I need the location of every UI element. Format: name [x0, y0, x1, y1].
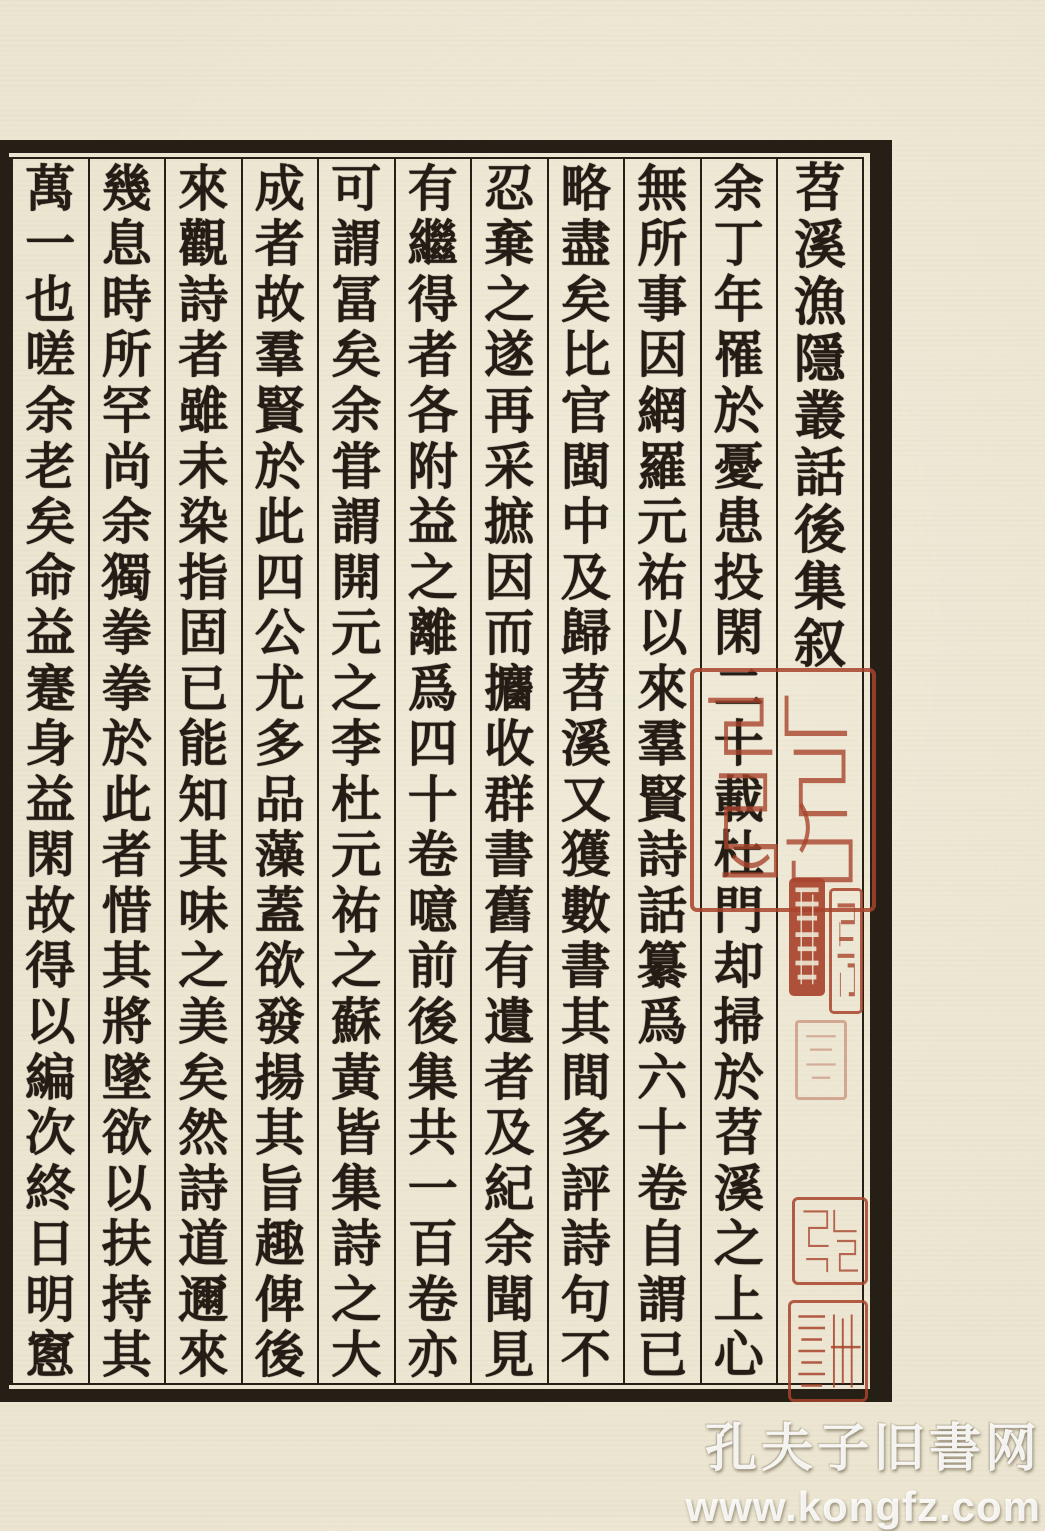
- glyph: 羣: [637, 716, 688, 773]
- glyph: 十: [407, 771, 458, 828]
- glyph: 能: [178, 716, 229, 773]
- glyph: 二: [713, 660, 764, 717]
- glyph: 未: [178, 438, 229, 495]
- glyph: 余: [331, 382, 382, 439]
- glyph: 之: [713, 1216, 764, 1273]
- watermark-url: www.kongfz.com: [685, 1483, 1041, 1530]
- glyph: 各: [407, 382, 458, 439]
- glyph: 者: [178, 327, 229, 384]
- glyph: 有: [484, 938, 535, 995]
- glyph: 皆: [331, 1105, 382, 1162]
- glyph: 後: [254, 1327, 305, 1384]
- glyph: 趣: [254, 1216, 305, 1273]
- glyph: 益: [407, 494, 458, 551]
- glyph: 四: [407, 716, 458, 773]
- glyph: 惜: [101, 882, 152, 939]
- glyph: 百: [407, 1216, 458, 1273]
- glyph: 一: [407, 1160, 458, 1217]
- glyph: 群: [484, 771, 535, 828]
- glyph: 道: [178, 1216, 229, 1273]
- glyph: 故: [25, 882, 76, 939]
- text-column-10: [88, 159, 165, 1383]
- glyph: 有: [407, 160, 458, 217]
- glyph: 已: [178, 660, 229, 717]
- glyph: 冨: [331, 271, 382, 328]
- glyph: 元: [331, 827, 382, 884]
- glyph: 此: [101, 771, 152, 828]
- glyph: 詩: [637, 827, 688, 884]
- glyph: 謂: [637, 1271, 688, 1328]
- glyph: 命: [25, 549, 76, 606]
- glyph: 扶: [101, 1216, 152, 1273]
- glyph: 舊: [484, 882, 535, 939]
- glyph: 罕: [101, 382, 152, 439]
- glyph: 采: [484, 438, 535, 495]
- glyph: 大: [331, 1327, 382, 1384]
- glyph: 句: [560, 1271, 611, 1328]
- glyph: 味: [178, 882, 229, 939]
- glyph: 尤: [254, 660, 305, 717]
- glyph: 俾: [254, 1271, 305, 1328]
- glyph: 知: [178, 771, 229, 828]
- glyph: 閑: [713, 605, 764, 662]
- glyph: 嗟: [25, 327, 76, 384]
- glyph: 明: [25, 1271, 76, 1328]
- glyph: 略: [560, 160, 611, 217]
- glyph: 因: [484, 549, 535, 606]
- glyph: 爲: [637, 993, 688, 1050]
- glyph: 日: [25, 1216, 76, 1273]
- glyph: 所: [101, 327, 152, 384]
- glyph: 詩: [178, 1160, 229, 1217]
- glyph: 公: [254, 605, 305, 662]
- glyph: 窻: [25, 1327, 76, 1384]
- glyph: 詩: [178, 271, 229, 328]
- glyph: 然: [178, 1105, 229, 1162]
- glyph: 發: [254, 993, 305, 1050]
- glyph: 此: [254, 494, 305, 551]
- glyph: 之: [484, 271, 535, 328]
- glyph: 之: [331, 938, 382, 995]
- glyph: 益: [25, 605, 76, 662]
- glyph: 及: [560, 549, 611, 606]
- glyph: 余: [101, 494, 152, 551]
- glyph: 見: [484, 1327, 535, 1384]
- glyph: 以: [637, 605, 688, 662]
- glyph: 蘇: [331, 993, 382, 1050]
- glyph: 羅: [637, 438, 688, 495]
- glyph: 持: [101, 1271, 152, 1328]
- glyph: 詩: [560, 1216, 611, 1273]
- glyph: 藻: [254, 827, 305, 884]
- glyph: 噫: [407, 882, 458, 939]
- glyph: 之: [331, 1271, 382, 1328]
- glyph: 及: [484, 1105, 535, 1162]
- text-column-9: [164, 159, 241, 1383]
- glyph: 罹: [713, 327, 764, 384]
- glyph: 余: [713, 160, 764, 217]
- glyph: 間: [560, 1049, 611, 1106]
- glyph: 欲: [254, 938, 305, 995]
- glyph: 中: [560, 494, 611, 551]
- text-column-4: [547, 159, 624, 1383]
- glyph: 卷: [407, 827, 458, 884]
- glyph: 溪: [560, 716, 611, 773]
- glyph: 固: [178, 605, 229, 662]
- large-collector-seal: [690, 668, 876, 912]
- glyph: 成: [254, 160, 305, 217]
- glyph: 盡: [560, 216, 611, 273]
- glyph: 獨: [101, 549, 152, 606]
- glyph: 又: [560, 771, 611, 828]
- glyph: 多: [254, 716, 305, 773]
- glyph: 繼: [407, 216, 458, 273]
- glyph: 歸: [560, 605, 611, 662]
- glyph: 邇: [178, 1271, 229, 1328]
- glyph: 欲: [101, 1105, 152, 1162]
- glyph: 者: [407, 327, 458, 384]
- glyph: 幾: [101, 160, 152, 217]
- glyph: 尚: [101, 438, 152, 495]
- glyph: 話: [637, 882, 688, 939]
- glyph: 却: [713, 938, 764, 995]
- glyph: 拳: [101, 605, 152, 662]
- glyph: 故: [254, 271, 305, 328]
- glyph: 品: [254, 771, 305, 828]
- glyph: 於: [101, 716, 152, 773]
- glyph: 其: [254, 1105, 305, 1162]
- glyph: 終: [25, 1160, 76, 1217]
- text-column-8: [241, 159, 318, 1383]
- glyph: 前: [407, 938, 458, 995]
- glyph: 可: [331, 160, 382, 217]
- bottom-square-seal: [792, 1197, 868, 1285]
- glyph: 已: [637, 1327, 688, 1384]
- glyph: 老: [25, 438, 76, 495]
- glyph: 事: [637, 271, 688, 328]
- glyph: 六: [637, 1049, 688, 1106]
- glyph: 墜: [101, 1049, 152, 1106]
- glyph: 旨: [254, 1160, 305, 1217]
- glyph: 賢: [254, 382, 305, 439]
- glyph: 矣: [560, 271, 611, 328]
- glyph: 獲: [560, 827, 611, 884]
- glyph: 多: [560, 1105, 611, 1162]
- glyph: 集: [793, 559, 846, 617]
- glyph: 謂: [331, 216, 382, 273]
- glyph: 丁: [713, 216, 764, 273]
- glyph: 上: [713, 1271, 764, 1328]
- glyph: 紀: [484, 1160, 535, 1217]
- glyph: 將: [101, 993, 152, 1050]
- glyph: 其: [101, 938, 152, 995]
- glyph: 再: [484, 382, 535, 439]
- glyph: 後: [793, 502, 846, 560]
- glyph: 遂: [484, 327, 535, 384]
- glyph: 心: [713, 1327, 764, 1384]
- glyph: 後: [407, 993, 458, 1050]
- glyph: 者: [254, 216, 305, 273]
- glyph: 忍: [484, 160, 535, 217]
- text-column-3: [623, 159, 700, 1383]
- glyph: 一: [25, 216, 76, 273]
- glyph: 揚: [254, 1049, 305, 1106]
- glyph: 其: [560, 993, 611, 1050]
- glyph: 元: [637, 494, 688, 551]
- glyph: 余: [484, 1216, 535, 1273]
- glyph: 時: [101, 271, 152, 328]
- glyph: 矣: [331, 327, 382, 384]
- glyph: 而: [484, 605, 535, 662]
- glyph: 次: [25, 1105, 76, 1162]
- glyph: 叢: [793, 388, 846, 446]
- site-watermark: [581, 1406, 1041, 1531]
- glyph: 投: [713, 549, 764, 606]
- glyph: 之: [331, 660, 382, 717]
- text-column-5: [470, 159, 547, 1383]
- glyph: 身: [25, 716, 76, 773]
- glyph: 爲: [407, 660, 458, 717]
- glyph: 謂: [331, 494, 382, 551]
- glyph: 評: [560, 1160, 611, 1217]
- faint-outline-seal: [795, 1020, 847, 1100]
- glyph: 閑: [25, 827, 76, 884]
- glyph: 於: [713, 1049, 764, 1106]
- glyph: 祐: [331, 882, 382, 939]
- glyph: 共: [407, 1105, 458, 1162]
- glyph: 者: [101, 827, 152, 884]
- glyph: 官: [560, 382, 611, 439]
- glyph: 比: [560, 327, 611, 384]
- glyph: 四: [254, 549, 305, 606]
- glyph: 開: [331, 549, 382, 606]
- glyph: 李: [331, 716, 382, 773]
- glyph: 隱: [793, 331, 846, 389]
- glyph: 息: [101, 216, 152, 273]
- glyph: 觀: [178, 216, 229, 273]
- glyph: 離: [407, 605, 458, 662]
- glyph: 者: [484, 1049, 535, 1106]
- glyph: 來: [637, 660, 688, 717]
- glyph: 苕: [713, 1105, 764, 1162]
- glyph: 益: [25, 771, 76, 828]
- glyph: 之: [407, 549, 458, 606]
- glyph: 書: [484, 827, 535, 884]
- glyph: 因: [637, 327, 688, 384]
- glyph: 編: [25, 1049, 76, 1106]
- glyph: 羣: [254, 327, 305, 384]
- glyph: 憂: [713, 438, 764, 495]
- glyph: 蹇: [25, 660, 76, 717]
- watermark-site-name: 孔夫子旧書网: [704, 1421, 1041, 1478]
- glyph: 聞: [484, 1271, 535, 1328]
- text-column-11: [11, 159, 88, 1383]
- glyph: 美: [178, 993, 229, 1050]
- glyph: 叙: [793, 616, 846, 674]
- glyph: 元: [331, 605, 382, 662]
- glyph: 所: [637, 216, 688, 273]
- bottom-dense-seal: [788, 1300, 868, 1402]
- glyph: 集: [407, 1049, 458, 1106]
- glyph: 不: [560, 1327, 611, 1384]
- glyph: 於: [254, 438, 305, 495]
- glyph: 杜: [331, 771, 382, 828]
- glyph: 閩: [560, 438, 611, 495]
- glyph: 萬: [25, 160, 76, 217]
- glyph: 祐: [637, 549, 688, 606]
- glyph: 來: [178, 1327, 229, 1384]
- text-column-7: [317, 159, 394, 1383]
- glyph: 十: [637, 1105, 688, 1162]
- glyph: 收: [484, 716, 535, 773]
- glyph: 無: [637, 160, 688, 217]
- glyph: 黃: [331, 1049, 382, 1106]
- glyph: 漁: [793, 274, 846, 332]
- glyph: 卷: [637, 1160, 688, 1217]
- glyph: 遺: [484, 993, 535, 1050]
- glyph: 掃: [713, 993, 764, 1050]
- glyph: 苕: [793, 160, 846, 218]
- glyph: 卷: [407, 1271, 458, 1328]
- glyph: 以: [25, 993, 76, 1050]
- glyph: 網: [637, 382, 688, 439]
- glyph: 溪: [713, 1160, 764, 1217]
- glyph: 矣: [25, 494, 76, 551]
- glyph: 摭: [484, 494, 535, 551]
- glyph: 指: [178, 549, 229, 606]
- glyph: 載: [713, 771, 764, 828]
- glyph: 棄: [484, 216, 535, 273]
- glyph: 患: [713, 494, 764, 551]
- glyph: 染: [178, 494, 229, 551]
- glyph: 門: [713, 882, 764, 939]
- glyph: 賢: [637, 771, 688, 828]
- glyph: 之: [178, 938, 229, 995]
- glyph: 自: [637, 1216, 688, 1273]
- glyph: 也: [25, 271, 76, 328]
- glyph: 以: [101, 1160, 152, 1217]
- glyph: 詩: [331, 1216, 382, 1273]
- glyph: 矣: [178, 1049, 229, 1106]
- glyph: 十: [713, 716, 764, 773]
- glyph: 亦: [407, 1327, 458, 1384]
- glyph: 得: [25, 938, 76, 995]
- glyph: 攟: [484, 660, 535, 717]
- glyph: 於: [713, 382, 764, 439]
- glyph: 數: [560, 882, 611, 939]
- glyph: 雖: [178, 382, 229, 439]
- glyph: 余: [25, 382, 76, 439]
- text-column-6: [394, 159, 471, 1383]
- glyph: 溪: [793, 217, 846, 275]
- glyph: 得: [407, 271, 458, 328]
- glyph: 蓋: [254, 882, 305, 939]
- glyph: 書: [560, 938, 611, 995]
- glyph: 集: [331, 1160, 382, 1217]
- glyph: 苕: [560, 660, 611, 717]
- glyph: 杜: [713, 827, 764, 884]
- glyph: 纂: [637, 938, 688, 995]
- glyph: 其: [101, 1327, 152, 1384]
- glyph: 話: [793, 445, 846, 503]
- glyph: 其: [178, 827, 229, 884]
- small-filled-seal: [789, 878, 825, 996]
- glyph: 來: [178, 160, 229, 217]
- small-outline-seal: [829, 888, 863, 1014]
- glyph: 附: [407, 438, 458, 495]
- glyph: 年: [713, 271, 764, 328]
- glyph: 甞: [331, 438, 382, 495]
- glyph: 拳: [101, 660, 152, 717]
